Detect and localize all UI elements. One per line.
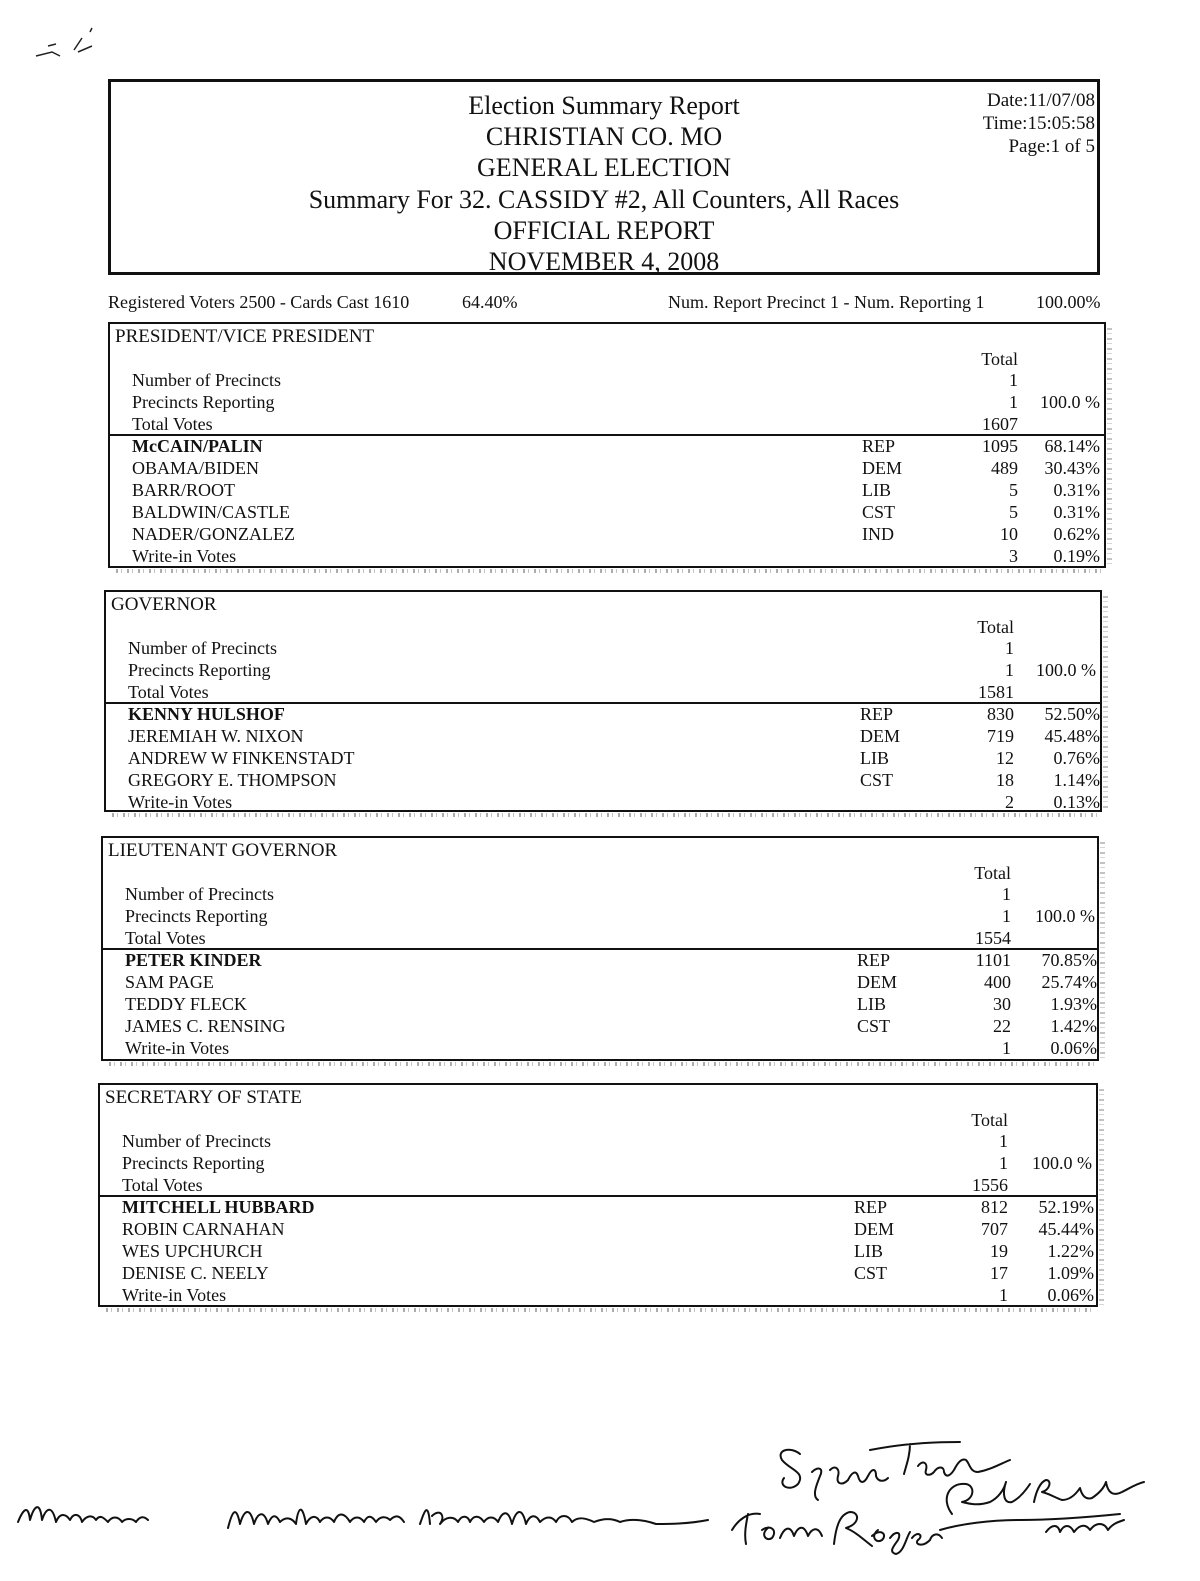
row-value: 1554 xyxy=(975,928,1011,948)
precincts-reporting-row xyxy=(110,391,1104,413)
total-votes-row xyxy=(100,1174,1096,1196)
signature-1 xyxy=(18,1507,148,1522)
candidate-votes: 707 xyxy=(981,1219,1008,1239)
candidate-votes: 2 xyxy=(1005,792,1014,812)
candidate-votes: 18 xyxy=(996,770,1014,790)
report-header xyxy=(108,79,1100,275)
candidate-votes: 812 xyxy=(981,1197,1008,1217)
scan-artifact xyxy=(30,22,100,67)
candidate-name: OBAMA/BIDEN xyxy=(132,458,260,478)
candidate-party: DEM xyxy=(854,1219,894,1239)
row-label: Precincts Reporting xyxy=(125,906,268,926)
row-label: Number of Precincts xyxy=(128,638,277,658)
summary-scope: Summary For 32. CASSIDY #2, All Counters, All Races xyxy=(308,185,900,214)
row-value: 1556 xyxy=(972,1175,1008,1195)
candidate-party: CST xyxy=(860,770,894,790)
county-name: CHRISTIAN CO. MO xyxy=(485,122,723,151)
handwritten-signatures xyxy=(0,1420,1200,1570)
candidate-percent: 0.31% xyxy=(1053,502,1100,522)
candidate-votes: 3 xyxy=(1009,546,1018,566)
page-number: Page:1 of 5 xyxy=(1008,136,1095,157)
candidate-row xyxy=(106,725,1100,747)
candidate-name: Write-in Votes xyxy=(125,1038,230,1058)
race-title: PRESIDENT/VICE PRESIDENT xyxy=(115,326,375,347)
candidate-percent: 1.42% xyxy=(1050,1016,1097,1036)
candidate-percent: 0.06% xyxy=(1047,1285,1094,1305)
candidate-votes: 1 xyxy=(1002,1038,1011,1058)
candidate-party: LIB xyxy=(857,994,886,1014)
race-title: LIEUTENANT GOVERNOR xyxy=(108,840,338,861)
candidate-name: JAMES C. RENSING xyxy=(125,1016,286,1036)
candidate-percent: 30.43% xyxy=(1044,458,1100,478)
candidate-name: NADER/GONZALEZ xyxy=(132,524,295,544)
candidate-name: GREGORY E. THOMPSON xyxy=(128,770,337,790)
candidate-name: MITCHELL HUBBARD xyxy=(122,1197,315,1217)
race-lieutenant-governor xyxy=(101,836,1099,1061)
candidate-row xyxy=(100,1196,1096,1218)
candidate-party: REP xyxy=(854,1197,888,1217)
scan-noise xyxy=(112,813,1100,817)
candidate-percent: 25.74% xyxy=(1041,972,1097,992)
candidate-party: CST xyxy=(857,1016,891,1036)
candidate-party: REP xyxy=(860,704,894,724)
candidate-party: CST xyxy=(862,502,896,522)
candidate-party: REP xyxy=(857,950,891,970)
scan-artifact-mark xyxy=(30,22,100,62)
candidate-percent: 52.50% xyxy=(1044,704,1100,724)
scan-noise xyxy=(1100,842,1105,1059)
row-label: Total Votes xyxy=(125,928,206,948)
num-precincts-row xyxy=(110,369,1104,391)
candidate-party: DEM xyxy=(857,972,897,992)
signature-5 xyxy=(781,1442,1010,1500)
row-label: Number of Precincts xyxy=(122,1131,271,1151)
candidate-name: Write-in Votes xyxy=(128,792,233,812)
num-precincts-row xyxy=(100,1130,1096,1152)
candidate-name: ROBIN CARNAHAN xyxy=(122,1219,285,1239)
candidate-row xyxy=(110,457,1104,479)
candidate-percent: 68.14% xyxy=(1044,436,1100,456)
candidate-row xyxy=(103,949,1097,971)
total-column-header: Total xyxy=(977,617,1014,637)
candidate-percent: 52.19% xyxy=(1038,1197,1094,1217)
candidate-percent: 0.76% xyxy=(1053,748,1100,768)
candidate-percent: 0.19% xyxy=(1053,546,1100,566)
row-label: Number of Precincts xyxy=(132,370,281,390)
row-value: 1607 xyxy=(982,414,1018,434)
candidate-row xyxy=(106,769,1100,791)
candidate-party: CST xyxy=(854,1263,888,1283)
candidate-percent: 70.85% xyxy=(1041,950,1097,970)
candidate-row xyxy=(103,1015,1097,1037)
candidate-party: LIB xyxy=(862,480,891,500)
report-date: Date:11/07/08 xyxy=(987,90,1095,111)
registered-voters: Registered Voters 2500 - Cards Cast 1610 xyxy=(108,292,410,312)
row-label: Total Votes xyxy=(122,1175,203,1195)
precincts-reporting-row xyxy=(100,1152,1096,1174)
write-in-row xyxy=(110,545,1104,567)
race-secretary-of-state xyxy=(98,1083,1098,1307)
candidate-row xyxy=(110,479,1104,501)
candidate-percent: 1.22% xyxy=(1047,1241,1094,1261)
row-value: 1 xyxy=(999,1131,1008,1151)
row-label: Total Votes xyxy=(132,414,213,434)
candidate-party: DEM xyxy=(862,458,902,478)
candidate-row xyxy=(100,1218,1096,1240)
candidate-row xyxy=(110,501,1104,523)
candidate-name: JEREMIAH W. NIXON xyxy=(128,726,304,746)
candidate-votes: 22 xyxy=(993,1016,1011,1036)
candidate-name: SAM PAGE xyxy=(125,972,214,992)
election-date: NOVEMBER 4, 2008 xyxy=(488,247,720,276)
scan-noise xyxy=(109,1062,1097,1066)
candidate-name: PETER KINDER xyxy=(125,950,262,970)
total-votes-row xyxy=(106,681,1100,703)
report-time: Time:15:05:58 xyxy=(982,113,1095,134)
signature-4 xyxy=(732,1512,942,1554)
candidate-row xyxy=(106,703,1100,725)
candidate-name: Write-in Votes xyxy=(122,1285,227,1305)
row-label: Precincts Reporting xyxy=(122,1153,265,1173)
candidate-percent: 0.62% xyxy=(1053,524,1100,544)
candidate-name: KENNY HULSHOF xyxy=(128,704,285,724)
report-title: Election Summary Report xyxy=(468,91,740,120)
race-governor xyxy=(104,590,1102,812)
row-percent: 100.0 % xyxy=(1035,906,1095,926)
write-in-row xyxy=(100,1284,1096,1306)
candidate-row xyxy=(100,1240,1096,1262)
precincts-reporting-row xyxy=(106,659,1100,681)
candidate-row xyxy=(110,435,1104,457)
candidate-percent: 1.14% xyxy=(1053,770,1100,790)
candidate-votes: 830 xyxy=(987,704,1014,724)
candidate-votes: 1095 xyxy=(982,436,1018,456)
candidate-name: DENISE C. NEELY xyxy=(122,1263,269,1283)
candidate-party: LIB xyxy=(860,748,889,768)
precincts-reporting-row xyxy=(103,905,1097,927)
row-value: 1 xyxy=(1009,392,1018,412)
num-precincts-row xyxy=(103,883,1097,905)
candidate-row xyxy=(110,523,1104,545)
total-votes-row xyxy=(110,413,1104,435)
signature-3 xyxy=(420,1510,708,1524)
candidate-party: IND xyxy=(862,524,894,544)
row-value: 1 xyxy=(999,1153,1008,1173)
row-value: 1 xyxy=(1009,370,1018,390)
candidate-votes: 400 xyxy=(984,972,1011,992)
candidate-percent: 1.09% xyxy=(1047,1263,1094,1283)
row-label: Precincts Reporting xyxy=(128,660,271,680)
signature-2 xyxy=(228,1510,404,1528)
reporting-percent: 100.00% xyxy=(1036,292,1101,312)
row-label: Precincts Reporting xyxy=(132,392,275,412)
candidate-party: DEM xyxy=(860,726,900,746)
candidate-votes: 489 xyxy=(991,458,1018,478)
candidate-name: Write-in Votes xyxy=(132,546,237,566)
row-value: 1 xyxy=(1005,660,1014,680)
scan-noise xyxy=(106,1308,1096,1312)
num-precincts-row xyxy=(106,637,1100,659)
candidate-row xyxy=(103,993,1097,1015)
candidate-votes: 17 xyxy=(990,1263,1008,1283)
candidate-percent: 0.13% xyxy=(1053,792,1100,812)
candidate-row xyxy=(103,971,1097,993)
write-in-row xyxy=(106,791,1100,813)
candidate-percent: 45.48% xyxy=(1044,726,1100,746)
row-value: 1 xyxy=(1005,638,1014,658)
candidate-votes: 1101 xyxy=(975,950,1011,970)
race-title: GOVERNOR xyxy=(111,594,217,615)
candidate-percent: 1.93% xyxy=(1050,994,1097,1014)
signature-6 xyxy=(940,1480,1144,1532)
row-label: Number of Precincts xyxy=(125,884,274,904)
candidate-party: REP xyxy=(862,436,896,456)
candidate-row xyxy=(100,1262,1096,1284)
row-value: 1 xyxy=(1002,906,1011,926)
precincts-reporting-summary: Num. Report Precinct 1 - Num. Reporting 1 xyxy=(668,292,985,312)
candidate-name: ANDREW W FINKENSTADT xyxy=(128,748,355,768)
total-votes-row xyxy=(103,927,1097,949)
candidate-votes: 1 xyxy=(999,1285,1008,1305)
row-value: 1 xyxy=(1002,884,1011,904)
official-report-label: OFFICIAL REPORT xyxy=(493,216,715,245)
row-value: 1581 xyxy=(978,682,1014,702)
total-column-header: Total xyxy=(971,1110,1008,1130)
candidate-votes: 10 xyxy=(1000,524,1018,544)
candidate-percent: 0.31% xyxy=(1053,480,1100,500)
candidate-row xyxy=(106,747,1100,769)
scan-noise xyxy=(1099,1089,1104,1305)
total-column-header: Total xyxy=(974,863,1011,883)
race-president xyxy=(108,322,1106,568)
candidate-name: BALDWIN/CASTLE xyxy=(132,502,290,522)
race-title: SECRETARY OF STATE xyxy=(105,1087,302,1108)
candidate-percent: 0.06% xyxy=(1050,1038,1097,1058)
write-in-row xyxy=(103,1037,1097,1059)
turnout-summary xyxy=(108,290,1106,314)
candidate-percent: 45.44% xyxy=(1038,1219,1094,1239)
row-percent: 100.0 % xyxy=(1036,660,1096,680)
row-percent: 100.0 % xyxy=(1040,392,1100,412)
candidate-votes: 12 xyxy=(996,748,1014,768)
candidate-votes: 719 xyxy=(987,726,1014,746)
candidate-votes: 5 xyxy=(1009,480,1018,500)
turnout-percent: 64.40% xyxy=(462,292,518,312)
candidate-name: TEDDY FLECK xyxy=(125,994,247,1014)
scan-noise xyxy=(1107,328,1112,566)
total-column-header: Total xyxy=(981,349,1018,369)
scan-noise xyxy=(1103,596,1108,810)
candidate-party: LIB xyxy=(854,1241,883,1261)
candidate-name: WES UPCHURCH xyxy=(122,1241,263,1261)
scan-noise xyxy=(116,569,1104,573)
signature-block xyxy=(0,1420,1200,1570)
candidate-name: McCAIN/PALIN xyxy=(132,436,263,456)
candidate-votes: 19 xyxy=(990,1241,1008,1261)
candidate-name: BARR/ROOT xyxy=(132,480,236,500)
candidate-votes: 5 xyxy=(1009,502,1018,522)
row-label: Total Votes xyxy=(128,682,209,702)
row-percent: 100.0 % xyxy=(1032,1153,1092,1173)
election-name: GENERAL ELECTION xyxy=(477,153,731,182)
candidate-votes: 30 xyxy=(993,994,1011,1014)
